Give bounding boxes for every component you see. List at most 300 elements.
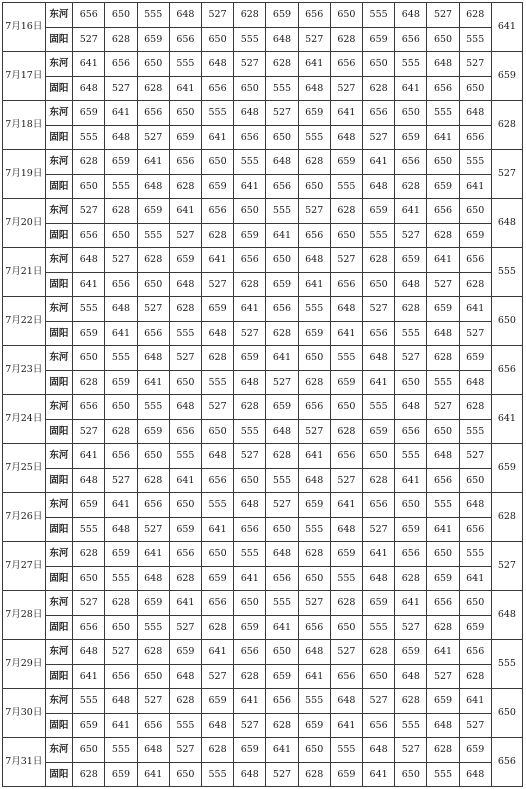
value-cell: 555 (298, 689, 330, 714)
value-cell: 555 (105, 566, 137, 591)
value-cell: 656 (298, 395, 330, 420)
value-cell: 648 (201, 713, 233, 738)
value-cell: 650 (427, 27, 459, 52)
value-cell: 659 (266, 272, 298, 297)
table-row (3, 27, 523, 52)
date-cell: 7月26日 (3, 493, 46, 542)
value-cell: 527 (363, 517, 395, 542)
value-cell: 628 (459, 3, 491, 28)
table-row (3, 493, 523, 518)
value-cell: 656 (137, 101, 169, 126)
value-cell: 628 (266, 52, 298, 77)
value-cell: 650 (234, 76, 266, 101)
place-label: 固阳 (45, 713, 73, 738)
value-cell: 527 (137, 297, 169, 322)
value-cell: 656 (363, 321, 395, 346)
value-cell: 527 (330, 468, 362, 493)
value-cell: 659 (427, 297, 459, 322)
value-cell: 656 (137, 321, 169, 346)
value-cell: 628 (105, 419, 137, 444)
table-row (3, 297, 523, 322)
value-cell: 648 (201, 444, 233, 469)
value-cell: 656 (234, 248, 266, 273)
value-cell: 555 (459, 150, 491, 175)
table-row (3, 591, 523, 616)
value-cell: 527 (234, 321, 266, 346)
value-cell: 641 (427, 517, 459, 542)
value-cell: 641 (169, 468, 201, 493)
value-cell: 628 (363, 640, 395, 665)
place-label: 东河 (45, 542, 73, 567)
value-cell: 659 (363, 199, 395, 224)
value-cell: 650 (363, 444, 395, 469)
date-cell: 7月27日 (3, 542, 46, 591)
value-cell: 555 (459, 419, 491, 444)
date-cell: 7月23日 (3, 346, 46, 395)
value-cell: 659 (201, 174, 233, 199)
value-cell: 656 (137, 713, 169, 738)
value-cell: 650 (201, 150, 233, 175)
value-cell: 650 (169, 762, 201, 787)
value-cell: 656 (330, 52, 362, 77)
value-cell: 527 (427, 3, 459, 28)
value-cell: 628 (73, 150, 105, 175)
value-cell: 555 (395, 321, 427, 346)
value-cell: 656 (330, 444, 362, 469)
value-cell: 656 (105, 52, 137, 77)
value-cell: 628 (459, 272, 491, 297)
value-cell: 659 (298, 493, 330, 518)
date-cell: 7月24日 (3, 395, 46, 444)
value-cell: 628 (169, 297, 201, 322)
value-cell: 659 (169, 125, 201, 150)
value-cell: 555 (137, 223, 169, 248)
table-row (3, 762, 523, 787)
value-cell: 641 (169, 76, 201, 101)
value-cell: 650 (234, 199, 266, 224)
value-cell: 656 (298, 615, 330, 640)
value-cell: 648 (395, 395, 427, 420)
value-cell: 659 (427, 566, 459, 591)
value-cell: 628 (298, 370, 330, 395)
date-cell: 7月25日 (3, 444, 46, 493)
value-cell: 650 (201, 419, 233, 444)
value-cell: 555 (298, 517, 330, 542)
value-cell: 527 (201, 272, 233, 297)
value-cell: 527 (427, 272, 459, 297)
table-row (3, 3, 523, 28)
value-cell: 527 (459, 444, 491, 469)
value-cell: 650 (266, 517, 298, 542)
value-cell: 555 (169, 321, 201, 346)
value-cell: 656 (234, 640, 266, 665)
value-cell: 648 (427, 444, 459, 469)
value-cell: 650 (427, 419, 459, 444)
value-cell: 527 (234, 444, 266, 469)
value-cell: 641 (266, 223, 298, 248)
value-cell: 527 (363, 689, 395, 714)
place-label: 东河 (45, 346, 73, 371)
value-cell: 641 (105, 713, 137, 738)
value-cell: 656 (137, 493, 169, 518)
value-cell: 656 (330, 272, 362, 297)
place-label: 固阳 (45, 174, 73, 199)
value-cell: 641 (363, 762, 395, 787)
value-cell: 659 (395, 248, 427, 273)
value-cell: 527 (73, 591, 105, 616)
value-cell: 527 (298, 591, 330, 616)
value-cell: 648 (266, 542, 298, 567)
value-cell: 641 (234, 566, 266, 591)
date-cell: 7月17日 (3, 52, 46, 101)
value-cell: 628 (169, 566, 201, 591)
table-row (3, 664, 523, 689)
value-cell: 641 (298, 444, 330, 469)
value-cell: 659 (137, 27, 169, 52)
value-cell: 656 (105, 444, 137, 469)
table-row (3, 272, 523, 297)
value-cell: 648 (169, 395, 201, 420)
value-cell: 648 (137, 738, 169, 763)
value-cell: 656 (395, 27, 427, 52)
place-label: 固阳 (45, 223, 73, 248)
value-cell: 648 (73, 468, 105, 493)
value-cell: 628 (201, 738, 233, 763)
place-label: 固阳 (45, 615, 73, 640)
value-cell: 628 (363, 248, 395, 273)
schedule-body (3, 3, 523, 787)
value-cell: 527 (395, 346, 427, 371)
value-cell: 648 (73, 640, 105, 665)
value-cell: 648 (330, 297, 362, 322)
table-row (3, 640, 523, 665)
value-cell: 650 (459, 468, 491, 493)
table-row (3, 76, 523, 101)
value-cell: 527 (459, 713, 491, 738)
value-cell: 628 (73, 370, 105, 395)
value-cell: 527 (330, 76, 362, 101)
value-cell: 628 (266, 321, 298, 346)
total-cell: 628 (491, 493, 522, 542)
value-cell: 628 (234, 3, 266, 28)
value-cell: 641 (73, 664, 105, 689)
value-cell: 656 (201, 199, 233, 224)
value-cell: 656 (427, 591, 459, 616)
value-cell: 555 (137, 3, 169, 28)
table-row (3, 174, 523, 199)
value-cell: 641 (201, 125, 233, 150)
date-cell: 7月16日 (3, 3, 46, 52)
place-label: 东河 (45, 297, 73, 322)
place-label: 固阳 (45, 468, 73, 493)
value-cell: 659 (137, 199, 169, 224)
value-cell: 650 (73, 566, 105, 591)
value-cell: 641 (201, 640, 233, 665)
value-cell: 648 (234, 493, 266, 518)
value-cell: 659 (266, 3, 298, 28)
place-label: 固阳 (45, 27, 73, 52)
value-cell: 555 (73, 297, 105, 322)
table-row (3, 125, 523, 150)
value-cell: 648 (169, 664, 201, 689)
value-cell: 648 (363, 174, 395, 199)
table-row (3, 517, 523, 542)
value-cell: 659 (330, 150, 362, 175)
value-cell: 659 (330, 542, 362, 567)
value-cell: 641 (330, 493, 362, 518)
value-cell: 641 (201, 517, 233, 542)
table-row (3, 713, 523, 738)
table-row (3, 444, 523, 469)
value-cell: 628 (137, 640, 169, 665)
value-cell: 628 (395, 689, 427, 714)
place-label: 东河 (45, 3, 73, 28)
value-cell: 527 (73, 199, 105, 224)
value-cell: 650 (427, 542, 459, 567)
value-cell: 648 (459, 370, 491, 395)
value-cell: 648 (363, 566, 395, 591)
value-cell: 555 (201, 493, 233, 518)
value-cell: 527 (266, 493, 298, 518)
value-cell: 659 (234, 615, 266, 640)
value-cell: 656 (427, 468, 459, 493)
value-cell: 656 (459, 125, 491, 150)
value-cell: 527 (266, 101, 298, 126)
value-cell: 650 (363, 272, 395, 297)
value-cell: 641 (137, 762, 169, 787)
value-cell: 650 (459, 76, 491, 101)
value-cell: 650 (137, 444, 169, 469)
value-cell: 527 (73, 27, 105, 52)
value-cell: 628 (427, 738, 459, 763)
value-cell: 656 (73, 615, 105, 640)
value-cell: 650 (363, 52, 395, 77)
value-cell: 628 (169, 174, 201, 199)
table-row (3, 615, 523, 640)
table-row (3, 738, 523, 763)
value-cell: 555 (427, 370, 459, 395)
value-cell: 527 (137, 689, 169, 714)
value-cell: 656 (234, 517, 266, 542)
value-cell: 641 (73, 52, 105, 77)
value-cell: 659 (363, 591, 395, 616)
value-cell: 650 (427, 150, 459, 175)
value-cell: 641 (395, 468, 427, 493)
value-cell: 648 (234, 762, 266, 787)
value-cell: 628 (266, 713, 298, 738)
value-cell: 650 (395, 762, 427, 787)
total-cell: 648 (491, 591, 522, 640)
value-cell: 641 (395, 199, 427, 224)
value-cell: 650 (298, 566, 330, 591)
place-label: 东河 (45, 591, 73, 616)
value-cell: 628 (427, 346, 459, 371)
value-cell: 527 (73, 419, 105, 444)
table-row (3, 566, 523, 591)
total-cell: 648 (491, 199, 522, 248)
value-cell: 628 (427, 615, 459, 640)
value-cell: 628 (427, 223, 459, 248)
value-cell: 641 (169, 199, 201, 224)
value-cell: 659 (266, 395, 298, 420)
place-label: 东河 (45, 395, 73, 420)
value-cell: 648 (105, 689, 137, 714)
value-cell: 659 (169, 640, 201, 665)
value-cell: 527 (169, 615, 201, 640)
value-cell: 648 (459, 493, 491, 518)
value-cell: 555 (201, 370, 233, 395)
value-cell: 555 (427, 493, 459, 518)
value-cell: 555 (459, 27, 491, 52)
total-cell: 650 (491, 297, 522, 346)
value-cell: 641 (298, 272, 330, 297)
value-cell: 641 (395, 76, 427, 101)
value-cell: 628 (459, 664, 491, 689)
value-cell: 650 (169, 370, 201, 395)
value-cell: 656 (169, 150, 201, 175)
place-label: 固阳 (45, 125, 73, 150)
total-cell: 628 (491, 101, 522, 150)
value-cell: 650 (266, 125, 298, 150)
value-cell: 641 (105, 493, 137, 518)
value-cell: 656 (73, 3, 105, 28)
value-cell: 656 (363, 493, 395, 518)
date-cell: 7月29日 (3, 640, 46, 689)
value-cell: 650 (105, 395, 137, 420)
value-cell: 527 (395, 738, 427, 763)
value-cell: 555 (266, 468, 298, 493)
value-cell: 641 (330, 321, 362, 346)
table-row (3, 150, 523, 175)
value-cell: 527 (137, 517, 169, 542)
value-cell: 659 (234, 346, 266, 371)
value-cell: 650 (395, 101, 427, 126)
value-cell: 555 (201, 762, 233, 787)
value-cell: 555 (427, 762, 459, 787)
value-cell: 628 (73, 542, 105, 567)
value-cell: 659 (330, 370, 362, 395)
place-label: 固阳 (45, 76, 73, 101)
value-cell: 659 (73, 493, 105, 518)
value-cell: 555 (363, 395, 395, 420)
table-row (3, 223, 523, 248)
value-cell: 641 (427, 640, 459, 665)
value-cell: 628 (330, 591, 362, 616)
value-cell: 555 (234, 419, 266, 444)
total-cell: 650 (491, 689, 522, 738)
value-cell: 659 (201, 689, 233, 714)
value-cell: 656 (266, 566, 298, 591)
value-cell: 641 (298, 52, 330, 77)
value-cell: 628 (73, 762, 105, 787)
value-cell: 555 (427, 101, 459, 126)
value-cell: 641 (234, 689, 266, 714)
value-cell: 659 (298, 321, 330, 346)
value-cell: 527 (105, 468, 137, 493)
value-cell: 650 (234, 468, 266, 493)
value-cell: 641 (427, 125, 459, 150)
value-cell: 656 (363, 101, 395, 126)
value-cell: 648 (395, 272, 427, 297)
value-cell: 555 (266, 76, 298, 101)
value-cell: 650 (137, 272, 169, 297)
table-row (3, 370, 523, 395)
value-cell: 641 (330, 713, 362, 738)
value-cell: 659 (330, 762, 362, 787)
value-cell: 527 (169, 346, 201, 371)
place-label: 东河 (45, 689, 73, 714)
value-cell: 656 (459, 248, 491, 273)
date-cell: 7月19日 (3, 150, 46, 199)
value-cell: 555 (363, 615, 395, 640)
date-cell: 7月18日 (3, 101, 46, 150)
value-cell: 656 (169, 27, 201, 52)
value-cell: 641 (201, 248, 233, 273)
table-row (3, 346, 523, 371)
table-row (3, 542, 523, 567)
value-cell: 648 (459, 762, 491, 787)
value-cell: 650 (137, 664, 169, 689)
value-cell: 650 (201, 542, 233, 567)
place-label: 东河 (45, 199, 73, 224)
value-cell: 628 (137, 76, 169, 101)
total-cell: 527 (491, 542, 522, 591)
date-cell: 7月20日 (3, 199, 46, 248)
value-cell: 650 (73, 174, 105, 199)
value-cell: 659 (137, 419, 169, 444)
value-cell: 648 (137, 566, 169, 591)
value-cell: 628 (137, 468, 169, 493)
value-cell: 628 (201, 346, 233, 371)
value-cell: 641 (105, 101, 137, 126)
value-cell: 650 (105, 3, 137, 28)
value-cell: 659 (298, 101, 330, 126)
value-cell: 656 (201, 591, 233, 616)
date-cell: 7月22日 (3, 297, 46, 346)
value-cell: 650 (330, 395, 362, 420)
value-cell: 659 (169, 248, 201, 273)
value-cell: 527 (330, 640, 362, 665)
value-cell: 527 (234, 713, 266, 738)
value-cell: 555 (105, 346, 137, 371)
value-cell: 650 (169, 493, 201, 518)
value-cell: 656 (298, 3, 330, 28)
value-cell: 650 (201, 27, 233, 52)
table-row (3, 248, 523, 273)
value-cell: 650 (330, 615, 362, 640)
total-cell: 641 (491, 3, 522, 52)
value-cell: 641 (363, 542, 395, 567)
place-label: 固阳 (45, 664, 73, 689)
value-cell: 641 (73, 444, 105, 469)
value-cell: 648 (266, 150, 298, 175)
value-cell: 527 (105, 76, 137, 101)
value-cell: 650 (395, 370, 427, 395)
value-cell: 555 (105, 174, 137, 199)
value-cell: 527 (105, 248, 137, 273)
place-label: 固阳 (45, 762, 73, 787)
value-cell: 648 (73, 76, 105, 101)
value-cell: 527 (105, 640, 137, 665)
value-cell: 527 (363, 125, 395, 150)
value-cell: 555 (363, 3, 395, 28)
value-cell: 659 (395, 640, 427, 665)
value-cell: 527 (169, 738, 201, 763)
value-cell: 527 (266, 370, 298, 395)
value-cell: 555 (137, 615, 169, 640)
total-cell: 641 (491, 395, 522, 444)
value-cell: 641 (137, 370, 169, 395)
